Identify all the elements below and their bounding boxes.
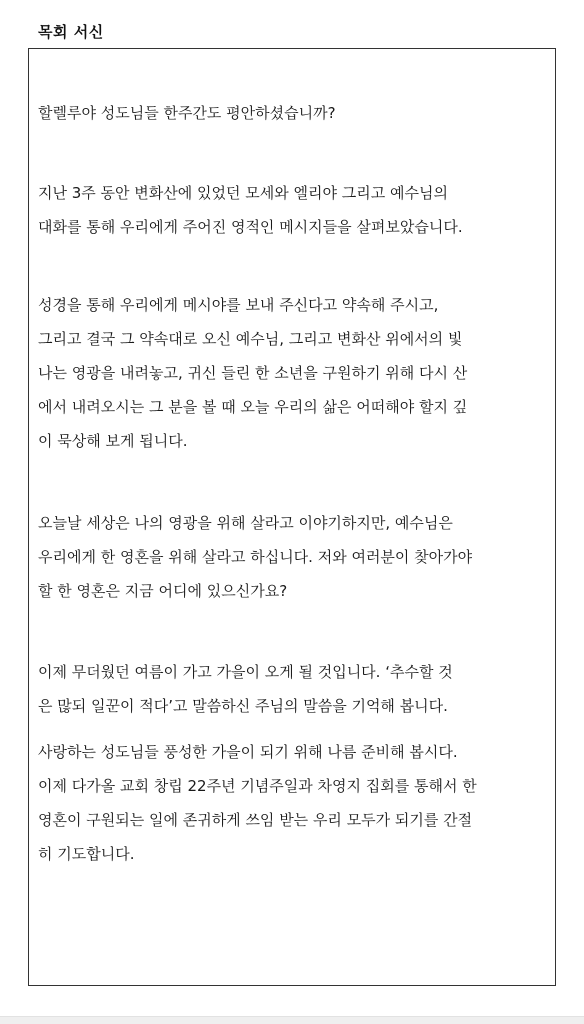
paragraph-one-soul: 오늘날 세상은 나의 영광을 위해 살라고 이야기하지만, 예수님은 우리에게 한 영혼을 위해 살라고 하십니다. 저와 여러분이 찾아가야 할 한 영혼은 지금 어디에 있으신가요? bbox=[38, 514, 473, 600]
paragraph-harvest: 이제 무더웠던 여름이 가고 가을이 오게 될 것입니다. ‘추수할 것 은 많되 일꾼이 적다’고 말씀하신 주님의 말씀을 기억해 봅니다. bbox=[38, 663, 453, 715]
page-title: 목회 서신 bbox=[38, 23, 104, 41]
paragraph-transfiguration-review: 지난 3주 동안 변화산에 있었던 모세와 엘리야 그리고 예수님의 대화를 통해 우리에게 주어진 영적인 메시지들을 살펴보았습니다. bbox=[38, 184, 463, 236]
paragraph-prayer: 사랑하는 성도님들 풍성한 가을이 되기 위해 나름 준비해 봅시다. 이제 다가올 교회 창립 22주년 기념주일과 차영지 집회를 통해서 한 영혼이 구원되는 일에 존귀하게 쓰임 받는 우리 모두가 되기를 간절 히 기도합니다. bbox=[38, 743, 477, 863]
paragraph-jesus-descends: 성경을 통해 우리에게 메시야를 보내 주신다고 약속해 주시고, 그리고 결국 그 약속대로 오신 예수님, 그리고 변화산 위에서의 빛 나는 영광을 내려놓고, 귀신 들린 한 소년을 구원하기 위해 다시 산 에서 내려오시는 그 분을 볼 때 오늘 우리의 삶은 어떠해야 할지 깊 이 묵상해 보게 됩니다. bbox=[38, 296, 468, 450]
bottom-edge bbox=[0, 1016, 584, 1024]
paragraph-greeting: 할렐루야 성도님들 한주간도 평안하셨습니까? bbox=[38, 104, 336, 122]
